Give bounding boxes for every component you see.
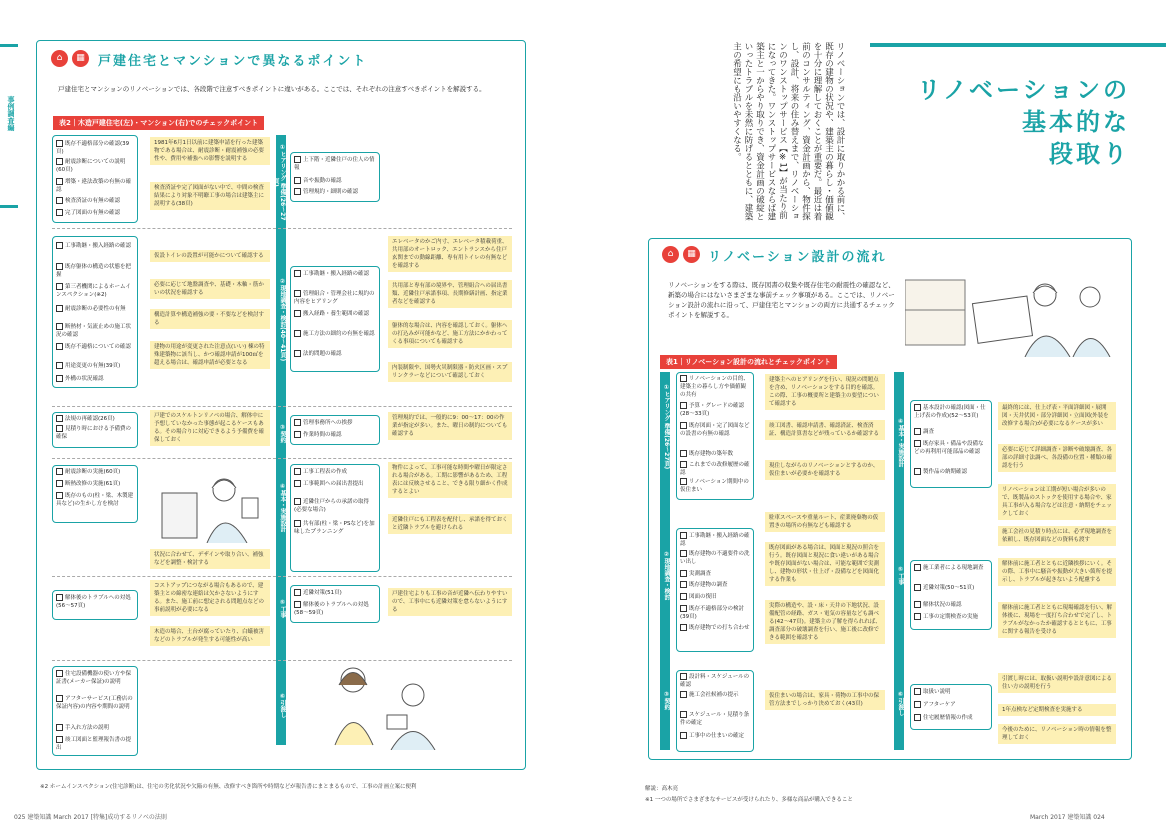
house-item: 既存不適格についての確認 [56,343,134,351]
mansion-item: 共有部(柱・梁・PSなど)を加味したプランニング [294,521,375,535]
flow-item: 実測調査 [680,570,750,578]
mansion-item: 解体後のトラブルへの対処(58〜59頁) [294,602,369,616]
house-note: 構造計算や構造補強の要・不要などを検討する [150,309,270,329]
table-title-right: 表1｜リノベーション設計の流れとチェックポイント [660,355,837,369]
mansion-note: 共用部と専有部の境界や、管理組合への届出書類、近隣住戸承諾事項、長期修繕計画、指定業者などを確認する [388,280,512,308]
flow-item: 近隣対策(50〜51頁) [914,584,988,592]
flow-item: 施工会社候補の提示 [680,691,750,699]
flow-note: 1年点検など定期検査を実施する [998,704,1116,716]
flow-note: 引渡し時には、取扱い説明や設計意図による住い方の説明を行う [998,673,1116,693]
flow-note: 今後のために、リノベーション時の情報を整理しておく [998,724,1116,744]
flow-item: 図面の復旧 [680,593,750,601]
stage-1: ①ヒアリング 準備(26〜27頁) [272,144,286,221]
mansion-note: 管理規約では、一般的に9：00〜17：00の作業が指定が多い。また、曜日の制約についても確認する [388,412,512,440]
house-item: 外構の状況確認 [56,375,134,383]
house-icon: ⌂ [662,246,679,263]
flow-item: 工事の定期検査の実施 [914,613,988,621]
flow-note: 最終的には、仕上げ表・平面詳細図・展開図・天井伏図・部分詳細図・立面図(外装を改修する場合)が必要になるケースが多い [998,402,1116,430]
flow-item: 既存建物の調査 [680,581,750,589]
flow-note: 竣工図書、確認申請書、確認済証、検査済証、構造計算書などが残っているか確認する [765,420,885,440]
workers-illustration [152,468,267,543]
sidebar-label: 事例調査編 [7,96,15,131]
house-item: 手入れ方法の説明 [56,724,134,732]
flow-note: 解体前に施工者とともに近隣挨拶にいく。その際、工事中に騒音や振動が大きい箇所を提示し、トラブルが起きないよう配慮する [998,558,1116,586]
stage-6: ⑥引渡し [279,692,286,718]
flow-item: アフターケア [914,701,988,709]
stage-r6: ⑥引渡し [897,690,904,716]
intro-right: リノベーションをする際は、既存図書の収集や既存住宅の耐震性の確認など、新築の場合にはないさまざまな事前チェック事項がある。ここでは、リノベーション設計の流れに沿って、戸建住宅とマンションの両方に共通するチェックポイントを解説する。 [668,281,895,319]
house-item: 第三者機関によるホームインスペクション(※2) [56,284,131,298]
flow-item: 設計料・スケジュールの確認 [680,674,750,688]
page-footer-right: March 2017 建築知識 024 [1030,814,1105,821]
mansion-item: 近隣対策(51頁) [294,589,376,597]
house-item: 既存躯体の構造の状態を把握 [56,264,132,278]
flow-note: 施工会社の見積り時点には、必ず現地調査を依頼し、既存図面などの資料も渡す [998,526,1116,546]
house-item: 既存不適格部分の確認(39頁) [56,141,130,155]
house-item: 断熱改修の実施(61頁) [56,480,134,488]
house-note: 建物の用途が変更された注意点(いい) 棟の特殊建築物に該当し、かつ確認申請が100㎡を超える場合は、確認申請が必要となる [150,341,270,369]
stage-r1: ①ヒアリング 準備(26〜27頁) [663,384,670,470]
stage-r3: ③契約 [663,690,670,710]
mansion-item: 音や振動の確認 [294,177,376,185]
sidebar-bar-bottom [0,205,18,208]
mansion-item: 管理規約・細則の確認 [294,188,376,196]
flow-item: 住宅履歴情報の作成 [914,714,988,722]
flow-item: 既存建物の不適要件の洗い出し [680,551,750,565]
mansion-note: 躯体的な場合は、内容を確認しておく。躯体への打込みが可能かなど、施工方法にかかわってくる事項についても確認する [388,320,512,348]
vertical-intro: リノベーションでは、設計に取りかかる前に、既存の建物の状況や、建築主の暮らし・価値観を十分に理解しておくことが重要だ。最近は着前のコンサルティング、資金計画から、物件探し、設計、将来の住み替えまで、リノベーションのワンストップサービス【※1】が当たり前になってきた。ワンストップサービスならば建築主と一からやり取りでき、資金計画の破綻といったトラブルを未然に防げるとともに、建築主の希望にも沿いやすくなる。 [731,42,845,221]
flow-item: リノベーション期間中の仮住まい [680,479,749,493]
house-item: 耐震診断についての説明(60頁) [56,159,126,173]
stage-r5: ⑤工事 [897,565,904,585]
mansion-item: 作業時間の確認 [294,431,376,439]
flow-note: 必要に応じて詳細調査・診断や破壊調査、各部の詳細寸法調べ、各設備の位置・種類の確認を行う [998,444,1116,472]
footnote-right: ※1 一つの場所でさまざまなサービスが受けられたり、多様な商品が購入できること [645,797,853,803]
stage-4: ④基本・実施設計 [279,482,286,532]
flow-item: これまでの改修履歴の確認 [680,462,750,476]
mansion-item: 法的問題の確認 [294,350,376,358]
flow-item: 基本設計の確認(図面・仕上げ表の作成)(52〜53頁) [914,405,986,419]
designers-illustration [905,275,1115,357]
flow-item: 製作品の納期確認 [914,468,988,476]
house-note: 状況に合わせて、デザインや取り合い、補強などを調整・検討する [150,549,270,569]
mansion-item: 近隣住戸からの承諾の取得(必要な場合) [294,499,370,513]
flow-note: 既存図面がある場合は、図面と現況の照合を行う。既存図面と現況に食い違いがある場合や既存図面がない場合は、可能な範囲で実測し、建物の形状・仕上げ・設備などを図面化する作業も [765,542,885,586]
house-item: 解体後のトラブルへの対処(56〜57頁) [56,595,131,609]
flow-note: 仮住まいの場合は、家具・荷物の工事中の保管方法までしっかり決めておく(43頁) [765,690,885,710]
flow-item: スケジュール・見積り条件の確定 [680,712,750,726]
house-item: 用途変更の有無(39頁) [56,362,134,370]
stage-r4: ④基本・実施設計 [897,417,904,467]
section-title: 戸建住宅とマンションで異なるポイント [98,54,368,69]
flow-note: 駐車スペースや重量ルート、産業廃棄物の仮置きの場所の有無なども確認する [765,512,885,532]
flow-item: 予算・グレードの確認(28〜33頁) [680,403,745,417]
house-item: 完了図面の有無の確認 [56,209,134,217]
house-note: 戸建でのスケルトンリノベの場合、解体中に予想していなかった事態が起こるケースもある。その場合りに対応できるよう予備費を確保しておく [150,410,270,446]
mansion-item: 工事工程表の作成 [294,468,376,476]
stage-r2: ②現地調査・検討 [663,550,670,600]
table-title: 表2｜木造戸建住宅(左)・マンション(右)でのチェックポイント [53,116,264,130]
flow-item: 解体状況の確認 [914,601,988,609]
house-icon: ⌂ [51,50,68,67]
house-item: 耐震診断の必要性の有無 [56,305,134,313]
house-item: 断熱材・気流止めの施工状況の確認 [56,324,132,338]
building-icon: ▦ [72,50,89,67]
flow-item: 既存建物での打ち合わせ [680,624,750,632]
flow-item: 施工業者による現地調査 [914,564,988,572]
flow-note: 建築主へのヒアリングを行い、現況の問題点を含め、リノベーションをする目的を確認。この際、工事の概要所と建築主の要望について確認する [765,374,885,410]
flow-item: 既存不適格部分の検討(39頁) [680,606,745,620]
credit: 解説：高木亮 [645,786,679,792]
flow-item: 既存家具・備品や設備などの再利用可能部品の確認 [914,441,984,455]
mansion-note: 戸建住宅よりも工事の音が近隣へ伝わりやすいので、工事中にも近隣対策を怠らないようにする [388,588,512,616]
mansion-item: 施工方法の細約の有無を確認 [294,330,376,338]
house-note: 必要に応じて地盤調査や、基礎・木軸・筋かいの状況を確認する [150,279,270,299]
mansion-item: 搬入経路・養生範囲の確認 [294,310,376,318]
flow-item: 工事中の仕まいの確定 [680,732,750,740]
flow-item: リノベーションの目的、建築主の暮らし方や価値観の共有 [680,376,749,398]
mansion-note: 内装制限や、国勢火災制限器・防火区画・スプリンクラーなどについて確認しておく [388,362,512,382]
house-item: 既存のもの(柱・梁、木製建具など)の生かし方を検討 [56,493,134,507]
title-bar [870,43,1166,47]
mansion-item: 管理事務所への挨拶 [294,419,376,427]
building-icon: ▦ [683,246,700,263]
house-item: 竣工図面と監理報告書の提出 [56,737,132,751]
stage-2: ②現地調査・検討(40〜41頁) [279,278,286,362]
section-title-right: リノベーション設計の流れ [708,250,887,265]
mansion-note: エレベータのかご内寸、エレベータ積載荷重、共用部のオートロック、エントランスから住戸玄関までの動線距離、専有用トイレの有無などを確認する [388,236,512,272]
flow-item: 既存図面・完了図面などの設書の有無の確認 [680,423,750,437]
flow-item: 調査 [914,428,988,436]
mansion-item: 工事範囲への届出書提出 [294,480,376,488]
mansion-note: 近隣住戸にも工程表を配付し、承諾を得ておくと近隣トラブルを避けられる [388,514,512,534]
house-note: 木造の場合、土台が腐っていたり、白蟻被害などのトラブルが発生する可能性が高い [150,626,270,646]
house-note: コストアップにつながる場合もあるので、建築主との綿密な連絡は欠かさないようにする。また、施工前に想定される問題点などの事前説明が必要になる [150,580,270,616]
house-note: 検査済証や完了図面がない中で、中間の検査結果により対象不明瞭工事の場合は建築主に説明する(38頁) [150,182,270,210]
house-item: 工事勘継・搬入経路の確認 [56,242,134,250]
stage-3: ③契約 [279,423,286,443]
stage-5: ⑤工事 [279,598,286,618]
house-item: 見積り時における予備費の確保 [56,426,132,440]
mansion-item: 上下階・近隣住戸の住人の情報 [294,157,375,171]
mansion-item: 管理組合・管理会社に規約の内容をヒアリング [294,291,375,305]
house-item: 住宅設備機器の使い方や保証書(メーカー保証)の説明 [56,671,132,685]
mansion-note: 物件によって、工事可能な時間や曜日が限定される場合がある。工期に影響があるため、工程表には反映させること、できる限り細かく作成するとよい [388,462,512,498]
flow-item: 取扱い説明 [914,688,988,696]
house-note: 仮設トイレの設置が可能かについて確認する [150,250,270,262]
page-footer: 025 建築知識 March 2017 [特集]成功するリノベの法則 [14,814,167,821]
house-item: 検査済証の有無の確認 [56,197,134,205]
sidebar-bar-top [0,44,18,47]
mansion-item: 工事勘継・搬入経路の確認 [294,270,376,278]
flow-item: 既存建物の築年数 [680,450,750,458]
footnote: ※2 ホームインスペクション(住宅診断)は、住宅の劣化状況や欠陥の有無、改修すべき箇所や時期などが報告書にまとまるもので、工事の計画立案に便利 [40,784,417,790]
house-item: アフターサービス(工務店の保証内容)の内容や期間の説明 [56,696,133,710]
house-item: 法規の再確認(26頁) [56,415,134,423]
intro-text: 戸建住宅とマンションのリノベーションでは、各段階で注意すべきポイントに違いがある。ここでは、それぞれの注意すべきポイントを解説する。 [58,85,486,93]
house-item: 増築・違法改築の有無の確認 [56,179,132,193]
house-note: 1981年6月1日以前に建築申請を行った建築物である場合は、耐震診断・耐震補強の必要性や、費用や補強への影響を説明する [150,137,270,165]
consultation-illustration [325,655,440,750]
flow-note: 実際の構造や、設・床・天井の下地状況、設備配管の経路、ガス・電気の容量なども調べる(42〜47頁)。建築主の了解を得られれば、調査部分の破壊調査を行い、施工後に改修できる範囲を確認する [765,600,885,644]
flow-note: 現住しながらのリノベーションとするのか、仮住まいが必要かを確認する [765,460,885,480]
flow-note: リノベーションは工期が短い場合が多いので、既製品のストックを使用する場合や、家具工事が入る場合などは注意・納期をチェックしておく [998,484,1116,520]
flow-note: 解体前に施工者とともに現場確認を行い、解体後に、現場を一度打ち合わせで完了し、トラブルがなかったか確認するとともに、工事に関する報告を受ける [998,602,1116,638]
flow-item: 工事勘継・搬入経路の確認 [680,533,750,547]
house-item: 耐震診断の実施(60頁) [56,468,134,476]
main-title: リノベーションの 基本的な 段取り [916,76,1130,168]
